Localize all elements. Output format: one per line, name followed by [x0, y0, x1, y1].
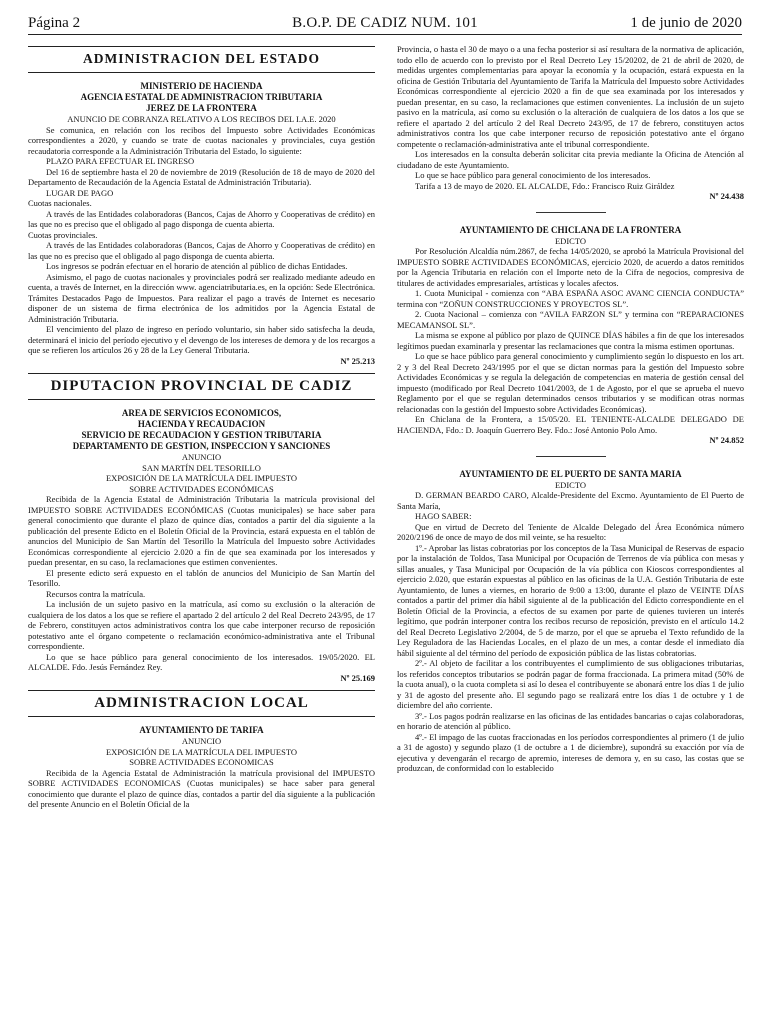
paragraph: El vencimiento del plazo de ingreso en período voluntario, sin haber sido satisfecha la deuda, determinará el inicio del período ejecutivo y el devengo de los intereses de demora y de los recargos a que se refieren los artículos 26 y 28 de la Ley General Tributaria.	[28, 324, 375, 355]
paragraph: 2º.- Al objeto de facilitar a los contribuyentes el cumplimiento de sus obligaciones tributarias, los referidos conceptos tributarios se podrán pagar de forma fraccionada. La primera mitad (50% de la cuota anual), o la cuota completa si así lo desea el contribuyente se abonará entre los días 1 de julio y 31 de agosto del presente año. El segundo pago se realizará entre los días 1 de octubre y 1 de diciembre del año corriente.	[397, 658, 744, 710]
paragraph: Cuotas provinciales.	[28, 229, 98, 240]
section-heading-diputacion: DIPUTACION PROVINCIAL DE CADIZ	[28, 373, 375, 400]
page-header	[28, 12, 742, 35]
notice-subject: SOBRE ACTIVIDADES ECONÓMICAS	[129, 483, 274, 494]
paragraph: Del 16 de septiembre hasta el 20 de noviembre de 2019 (Resolución de 18 de mayo de 2020 del Departamento de Recaudación de la Agencia Estatal de Administración Tributaria).	[28, 166, 375, 187]
paragraph: HAGO SABER:	[415, 511, 472, 521]
issue-date: 1 de junio de 2020	[630, 15, 742, 31]
left-column	[28, 44, 375, 1022]
page-number: Página 2	[28, 15, 81, 31]
paragraph: A través de las Entidades colaboradoras (Bancos, Cajas de Ahorro y Cooperativas de crédito) en las que no es preciso que el obligado al pago disponga de cuenta abierta.	[28, 208, 375, 229]
paragraph: Por Resolución Alcaldía núm.2867, de fecha 14/05/2020, se aprobó la Matrícula Provisional del IMPUESTO SOBRE ACTIVIDADES ECONÓMICAS, ejercicio 2020, de acuerdo a datos remitidos por la Agencia Tributaria en relación con el Importe neto de la Cifra de negocios, compresiva de titulares de actividades empresariales, artísticas y locales afectos.	[397, 246, 744, 288]
paragraph: Los ingresos se podrán efectuar en el horario de atención al público de dichas Entidades.	[46, 261, 348, 271]
paragraph: 2. Cuota Nacional – comienza con “AVILA FARZON SL” y termina con “REPARACIONES MECAMANSOL SL”.	[397, 309, 744, 330]
paragraph: LUGAR DE PAGO	[46, 187, 114, 198]
paragraph: 1º.- Aprobar las listas cobratorias por los conceptos de la Tasa Municipal de Reservas de espacio por la instalación de Toldos, Tasa Municipal por Ocupación de Terrenos de vía pública con mesas y sillas anuales, y Tasa Municipal por Ocupación de la vía pública con Kioscos correspondientes al ejercicio 2.020, que estarán expuestas al público en las oficinas de la U.A. Gestión Tributaria de este Ayuntamiento, de lunes a viernes, en horario de 9:00 a 13:00, durante el plazo de VEINTE DÍAS contados a partir del primer día hábil siguiente al de la publicación del Edicto correspondiente en el Boletín Oficial de la Provincia, a efectos de su examen por parte de quienes tuvieren un interés legítimo, que podrán interponer contra los recibos recurso de reposición, previsto en el artículo 14.2 del Real Decreto Legislativo 2/2004, de 5 de marzo, por el que se aprueba el Texto refundido de la Ley Reguladora de las Haciendas Locales, en el plazo de un mes, a contar desde el inmediato día hábil siguiente al del término del período de exposición pública de las listas cobratorias.	[397, 542, 744, 658]
notice-subject: EXPOSICIÓN DE LA MATRÍCULA DEL IMPUESTO	[105, 473, 298, 483]
reference-number: Nº 25.169	[340, 672, 375, 683]
paragraph: Asimismo, el pago de cuotas nacionales y provinciales podrá ser realizado mediante adeudo en cuenta, a través de Internet, en la dirección www. agenciatributaria.es, en la opción: Sede Electrónica. Trámites Destacados Pago de Impuestos. Para realizar el pago a través de Internet es necesario disponer de un sistema de firma electrónica de los admitidos por la Agencia Estatal de Administración Tributaria.	[28, 271, 375, 324]
paragraph: La misma se expone al público por plazo de QUINCE DÍAS hábiles a fin de que los interesados legítimos puedan examinarla y presentar las reclamaciones que contra la misma estimen oportunas.	[397, 330, 744, 351]
agency-heading: AGENCIA ESTATAL DE ADMINISTRACION TRIBUTARIA	[80, 92, 323, 102]
reference-number: Nº 24.852	[709, 435, 744, 445]
right-column	[397, 44, 744, 1022]
paragraph: Lo que se hace público para general conocimiento de los interesados.	[415, 170, 651, 180]
notice-subject: SOBRE ACTIVIDADES ECONOMICAS	[129, 757, 274, 767]
notice-type: ANUNCIO	[181, 736, 222, 746]
paragraph: Recibida de la Agencia Estatal de Administración la matrícula provisional del IMPUESTO SOBRE ACTIVIDADES ECONOMICAS (Cuotas municipales) se hace saber para general conocimiento que durante el plazo de quince días, contados a partir del día siguiente a la publicación del presente Anuncio en el Boletín Oficial de la	[28, 767, 375, 809]
separator-rule	[536, 212, 606, 213]
paragraph: Cuotas nacionales.	[28, 198, 92, 208]
paragraph: Los interesados en la consulta deberán solicitar cita previa mediante la Oficina de Atención al ciudadano de este Ayuntamiento.	[397, 149, 744, 170]
notice-subtitle: ANUNCIO DE COBRANZA RELATIVO A LOS RECIBOS DEL I.A.E. 2020	[67, 114, 336, 124]
section-heading-estado: ADMINISTRACION DEL ESTADO	[28, 46, 375, 73]
notice-type: ANUNCIO	[181, 452, 222, 462]
area-heading: HACIENDA Y RECAUDACION	[137, 419, 266, 429]
city-heading: JEREZ DE LA FRONTERA	[146, 103, 257, 113]
reference-number: Nº 24.438	[709, 191, 744, 201]
paragraph: D. GERMAN BEARDO CARO, Alcalde-Presidente del Excmo. Ayuntamiento de El Puerto de Santa María,	[397, 490, 744, 511]
paragraph: PLAZO PARA EFECTUAR EL INGRESO	[46, 156, 195, 166]
paragraph: Tarifa a 13 de mayo de 2020. EL ALCALDE, Fdo.: Francisco Ruiz Giráldez	[415, 180, 675, 191]
ministry-heading: MINISTERIO DE HACIENDA	[140, 81, 263, 91]
notice-type: EDICTO	[554, 235, 586, 246]
paragraph: 3º.- Los pagos podrán realizarse en las oficinas de las entidades bancarias o cajas colaboradoras, en horario de atención al público.	[397, 710, 744, 731]
paragraph: Lo que se hace público para general conocimiento de los interesados. 19/05/2020. EL ALCALDE. Fdo. Jesús Fernández Rey.	[28, 651, 375, 672]
department-heading: DEPARTAMENTO DE GESTION, INSPECCION Y SANCIONES	[72, 441, 331, 451]
separator-rule	[536, 456, 606, 457]
paragraph: Recursos contra la matrícula.	[46, 588, 146, 599]
notice-subject: EXPOSICIÓN DE LA MATRÍCULA DEL IMPUESTO	[105, 746, 298, 757]
paragraph: Lo que se hace público para general conocimiento y cumplimiento según lo dispuesto en los art. 2 y 3 del Real Decreto 243/1995 por el que se dictan normas para la gestión del Impuesto sobre Actividades Económicas y se regula la delegación de competencias en materia de gestión censal del impuesto (modificado por Real Decreto 1041/2003, de 1 de Agosto, por el que se aprueba el nuevo Reglamento por el que se regulan determinados censos tributarios y se modifican otras normas relacionadas con la gestión del Impuesto sobre Actividades Económicas).	[397, 351, 744, 414]
section-heading-local: ADMINISTRACION LOCAL	[28, 690, 375, 717]
paragraph: A través de las Entidades colaboradoras (Bancos, Cajas de Ahorro y Cooperativas de crédito) en las que no es preciso que el obligado al pago disponga de cuenta abierta.	[28, 240, 375, 261]
paragraph: 4º.- El impago de las cuotas fraccionadas en los períodos correspondientes al primero (1 de julio a 31 de agosto) y segundo plazo (1 de octubre a 1 de diciembre), supondrá su exacción por vía de ejecutiva y devengarán el recargo de apremio, intereses de demora y, en su caso, las costas que se produzcan, de conformidad con lo establecido	[397, 731, 744, 773]
town-hall-heading: AYUNTAMIENTO DE TARIFA	[139, 725, 264, 735]
town-hall-heading: AYUNTAMIENTO DE EL PUERTO DE SANTA MARIA	[459, 468, 682, 479]
notice-type: EDICTO	[554, 479, 586, 490]
bulletin-title: B.O.P. DE CADIZ NUM. 101	[292, 15, 478, 31]
paragraph: En Chiclana de la Frontera, a 15/05/20. EL TENIENTE-ALCALDE DELEGADO DE HACIENDA, Fdo.: D. Joaquín Guerrero Bey. Fdo.: José Antonio Polo Amo.	[397, 414, 744, 435]
paragraph: Que en virtud de Decreto del Teniente de Alcalde Delegado del Área Económica número 2020/2196 de once de mayo de dos mil veinte, se ha resuelto:	[397, 521, 744, 542]
reference-number: Nº 25.213	[340, 355, 375, 366]
paragraph: Se comunica, en relación con los recibos del Impuesto sobre Actividades Económicas correspondientes a 2020, y cuando se trate de cuotas nacionales y provinciales, cuya gestión recaudatoria corresponde a la Administración Tributaria del Estado, lo siguiente:	[28, 124, 375, 156]
paragraph: Recibida de la Agencia Estatal de Administración Tributaria la matrícula provisional del IMPUESTO SOBRE ACTIVIDADES ECONÓMICAS (Cuotas municipales) se hace saber para general conocimiento que durante el plazo de quince días, contados a partir del día siguiente a la publicación del presente Edicto en el Boletín Oficial de la Provincia, estará expuesta en el tablón de anuncios del Municipio de San Martín del Tesorillo la Matrícula del Impuesto sobre Actividades Económicas correspondiente al ejercicio 2.020 a fin de que sea examinada por los interesados y puedan presentar, en su caso, la reclamaciones que estimen convenientes.	[28, 494, 375, 567]
paragraph: La inclusión de un sujeto pasivo en la matrícula, así como su exclusión o la alteración de cualquiera de los datos a los que se refiere el apartado 2 del artículo 2 del Real Decreto 243/95, de 17 de Febrero, constituyen actos administrativos contra los que cabe interponer recurso de reposición potestativo ante el órgano competente o reclamación económico-administrativa ante el Tribunal correspondiente.	[28, 599, 375, 651]
town-hall-heading: AYUNTAMIENTO DE CHICLANA DE LA FRONTERA	[459, 224, 682, 235]
paragraph: El presente edicto será expuesto en el tablón de anuncios del Municipio de San Martín del Tesorillo.	[28, 567, 375, 588]
paragraph: Provincia, o hasta el 30 de mayo o a una fecha posterior si así resultara de la normativa de aplicación, todo ello de acuerdo con lo previsto por el Real Decreto Ley 15/20202, de 21 de abril de 2020, de medidas urgentes complementarias para apoyar la economía y la ocupación, estará expuesta en la oficina de Gestión Tributaria del Ayuntamiento de Tarifa la Matrícula del Impuesto sobre Actividades Económicas correspondiente al ejercicio 2020 a fin de que sea examinada por los interesados y puedan presentar, en su caso, la reclamaciones que estimen convenientes. La inclusión de un sujeto pasivo en la matrícula, así como su exclusión o la alteración de cualquiera de los datos a los que se refiere el apartado 2 del artículo 2 del Real Decreto 243/95, de 17 de febrero, constituyen actos administrativos contra los que cabe interponer recurso de reposición potestativo ante el órgano competente o reclamación-administrativa ante el tribunal correspondiente.	[397, 44, 744, 149]
area-heading: AREA DE SERVICIOS ECONOMICOS,	[121, 408, 282, 418]
service-heading: SERVICIO DE RECAUDACION Y GESTION TRIBUTARIA	[81, 430, 322, 440]
paragraph: 1. Cuota Municipal - comienza con “ABA ESPAÑA ASOC AVANC CIENCIA CONDUCTA” termina con “ZOÑUN CONSTRUCCIONES Y PROYECTOS SL”.	[397, 288, 744, 309]
municipality: SAN MARTÍN DEL TESORILLO	[142, 462, 261, 473]
